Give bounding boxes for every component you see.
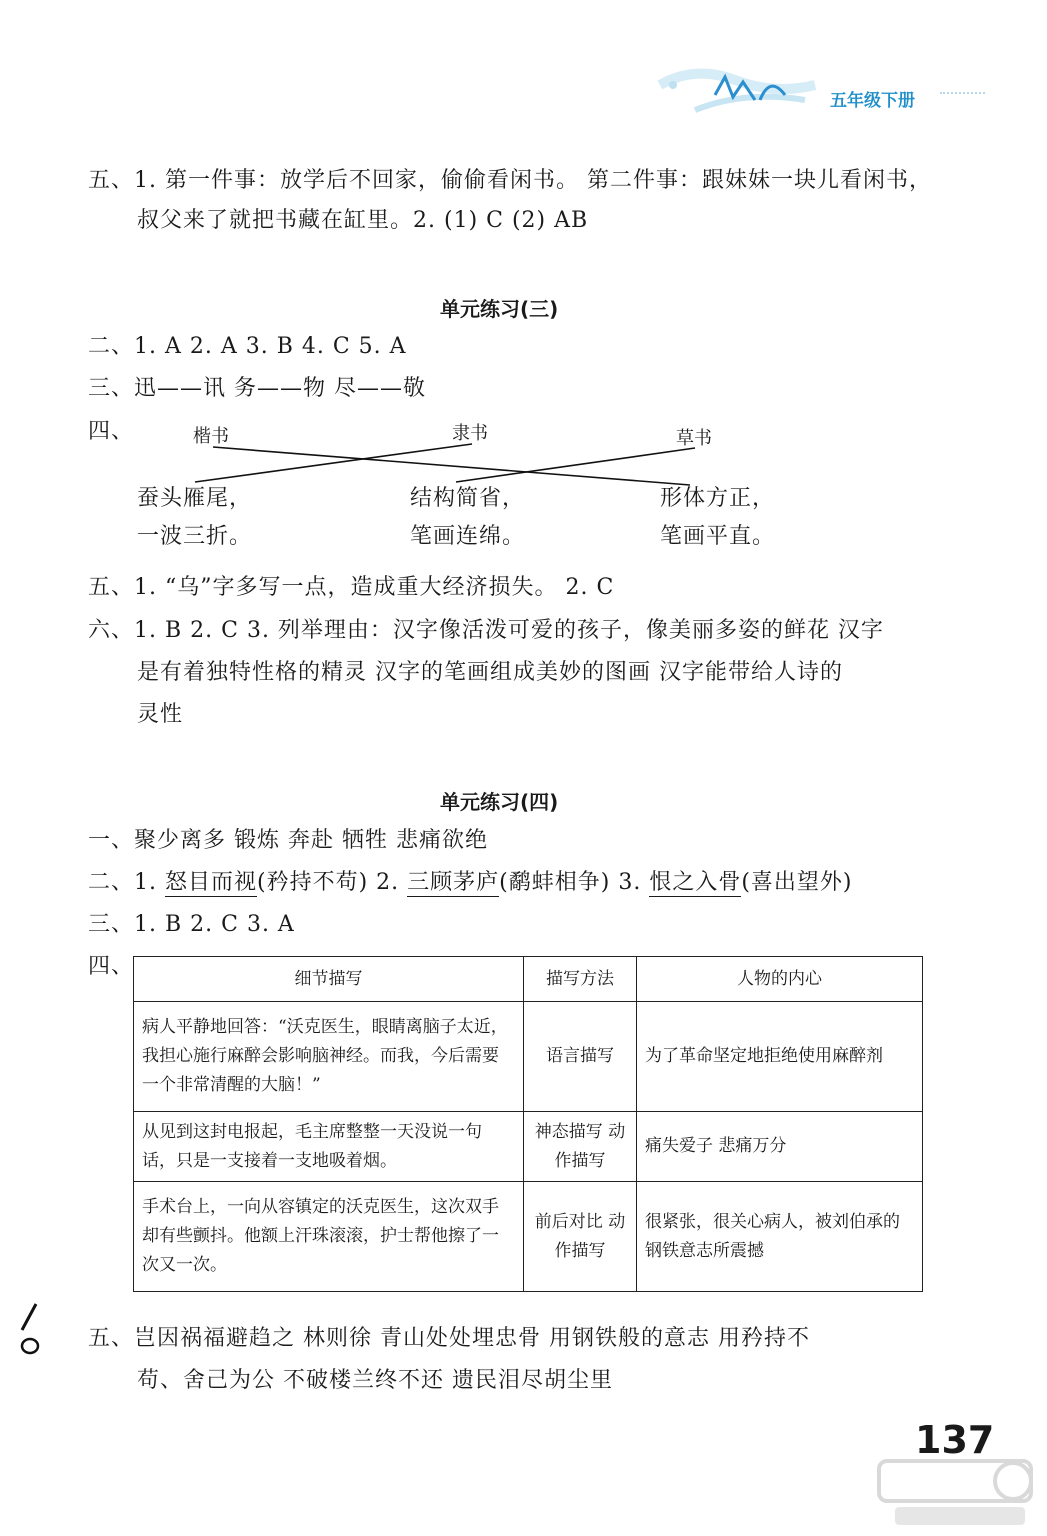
q2-alt-2: (鹬蚌相争) 3. (499, 870, 650, 895)
match-top-caoshu: 草书 (676, 428, 712, 449)
q2-prefix: 二、1. (88, 870, 165, 895)
cell-detail: 从见到这封电报起，毛主席整整一天没说一句话，只是一支接着一支地吸着烟。 (134, 1112, 524, 1182)
header-method: 描写方法 (524, 957, 637, 1002)
table-row (134, 1112, 923, 1182)
grade-label: 五年级下册 (830, 91, 915, 111)
table-row (134, 1182, 923, 1292)
unit3-q5: 五、1. “乌”字多写一点，造成重大经济损失。 2. C (88, 575, 615, 600)
detail-description-table (133, 956, 923, 1292)
match-line-caoshu (456, 448, 695, 482)
answer-5-line1: 五、1. 第一件事：放学后不回家，偷偷看闲书。 第二件事：跟妹妹一块儿看闲书， (88, 168, 932, 193)
match-line-kaishu (213, 447, 690, 485)
unit3-q4-label: 四、 (88, 419, 135, 444)
match-bottom-1a: 蚕头雁尾， (137, 486, 253, 511)
unit4-q5-line2: 苟、舍己为公 不破楼兰终不还 遗民泪尽胡尘里 (137, 1368, 613, 1393)
cell-heart: 痛失爱子 悲痛万分 (637, 1112, 923, 1182)
unit3-title: 单元练习(三) (440, 297, 559, 321)
q2-answer-3: 恨之入骨 (649, 870, 742, 895)
unit4-q3: 三、1. B 2. C 3. A (88, 912, 295, 937)
unit3-q2: 二、1. A 2. A 3. B 4. C 5. A (88, 334, 407, 359)
unit3-q6-line3: 灵性 (137, 702, 184, 727)
unit4-title: 单元练习(四) (440, 790, 559, 814)
cell-heart: 很紧张，很关心病人，被刘伯承的钢铁意志所震撼 (637, 1182, 923, 1292)
q2-alt-1: (矜持不苟) 2. (257, 870, 408, 895)
unit4-q1: 一、聚少离多 锻炼 奔赴 牺牲 悲痛欲绝 (88, 828, 488, 853)
match-bottom-1b: 一波三折。 (137, 524, 253, 549)
unit4-q5-line1: 五、岂因祸福避趋之 林则徐 青山处处埋忠骨 用钢铁般的意志 用矜持不 (88, 1326, 810, 1351)
cell-detail: 手术台上，一向从容镇定的沃克医生，这次双手却有些颤抖。他额上汗珠滚滚，护士帮他擦了一次又一次。 (134, 1182, 524, 1292)
match-top-kaishu: 楷书 (193, 426, 229, 447)
match-line-lishu (195, 444, 472, 482)
cell-heart: 为了革命坚定地拒绝使用麻醉剂 (637, 1002, 923, 1112)
unit3-q6-line2: 是有着独特性格的精灵 汉字的笔画组成美妙的图画 汉字能带给人诗的 (137, 660, 843, 685)
match-bottom-2b: 笔画连绵。 (410, 524, 526, 549)
table-header-row (134, 957, 923, 1002)
match-bottom-3b: 笔画平直。 (660, 524, 776, 549)
q2-answer-1: 怒目而视 (164, 870, 257, 895)
q2-alt-3: (喜出望外) (741, 870, 853, 895)
cell-method: 语言描写 (524, 1002, 637, 1112)
answer-5-line2: 叔父来了就把书藏在缸里。2. (1) C (2) AB (137, 208, 589, 233)
match-top-lishu: 隶书 (452, 423, 488, 444)
cell-detail: 病人平静地回答：“沃克医生，眼睛离脑子太近，我担心施行麻醉会影响脑神经。而我，今后需要一个非常清醒的大脑！” (134, 1002, 524, 1112)
matching-lines (0, 0, 1047, 520)
cell-method: 神态描写 动作描写 (524, 1112, 637, 1182)
match-bottom-3a: 形体方正， (660, 486, 776, 511)
table-row (134, 1002, 923, 1112)
margin-mark-icon (14, 1300, 48, 1360)
header-detail: 细节描写 (134, 957, 524, 1002)
header-heart: 人物的内心 (637, 957, 923, 1002)
unit3-q3: 三、迅——讯 务——物 尽——敬 (88, 376, 426, 401)
cell-method: 前后对比 动作描写 (524, 1182, 637, 1292)
unit3-q6-line1: 六、1. B 2. C 3. 列举理由：汉字像活泼可爱的孩子，像美丽多姿的鲜花 汉字 (88, 618, 884, 643)
unit4-q2 (88, 868, 853, 898)
watermark-stamp-icon (875, 1455, 1035, 1530)
page-number: 137 (915, 1418, 995, 1462)
unit4-q4-label: 四、 (88, 954, 135, 979)
q2-answer-2: 三顾茅庐 (407, 870, 500, 895)
match-bottom-2a: 结构简省， (410, 486, 526, 511)
